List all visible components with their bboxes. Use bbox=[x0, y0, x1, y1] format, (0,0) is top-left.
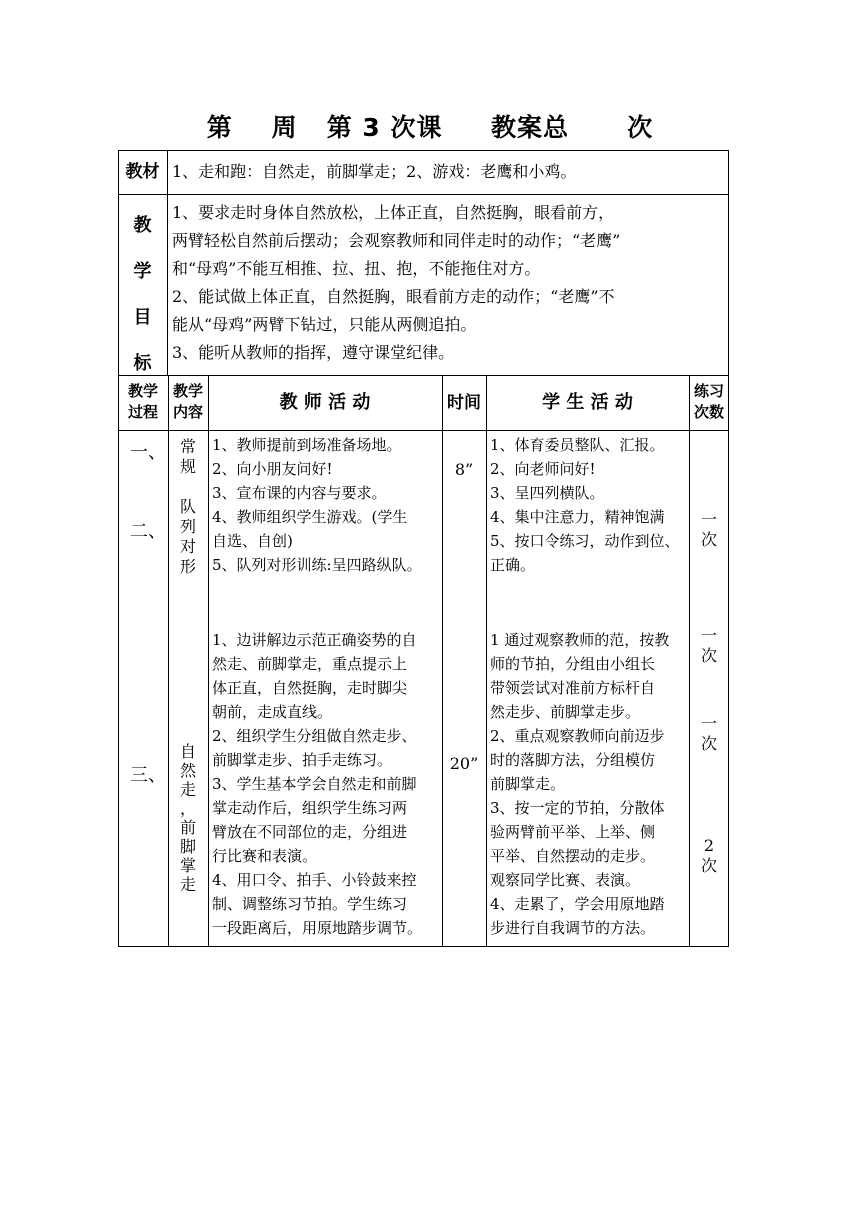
student-line: 4、走累了，学会用原地踏 bbox=[490, 895, 665, 913]
col-divider bbox=[486, 375, 487, 947]
content-char: 走 bbox=[179, 780, 196, 799]
objectives-label-char: 标 bbox=[133, 353, 152, 374]
teacher-line: 掌走动作后，组织学生练习两 bbox=[212, 799, 408, 817]
student-line: 然走步、前脚掌走步。 bbox=[490, 703, 641, 721]
count-char: 2 bbox=[703, 836, 715, 855]
student-line: 4、集中注意力，精神饱满 bbox=[490, 508, 665, 526]
content-char: 自 bbox=[179, 742, 196, 761]
content-char: 走 bbox=[179, 875, 196, 894]
count-char: 一 bbox=[700, 626, 717, 645]
process-mark: 一、 bbox=[130, 442, 166, 463]
section2-student-activities bbox=[490, 628, 689, 940]
section1-time: 8” bbox=[454, 460, 474, 479]
page-title: 第 周 第 3 次课 教案总 次 bbox=[206, 113, 654, 142]
teacher-line: 2、向小朋友问好! bbox=[212, 460, 333, 478]
header-content-line: 内容 bbox=[172, 403, 203, 421]
material-text: 1、走和跑：自然走，前脚掌走；2、游戏：老鹰和小鸡。 bbox=[172, 162, 577, 181]
col-divider bbox=[168, 375, 169, 947]
objectives-label bbox=[118, 203, 167, 387]
section2-count bbox=[692, 714, 726, 754]
teacher-line: 制、调整练习节拍。学生练习 bbox=[212, 895, 408, 913]
section2-time: 20” bbox=[449, 754, 479, 773]
content-char: 常 bbox=[179, 437, 196, 456]
student-line: 1 通过观察教师的范，按教 bbox=[490, 631, 670, 649]
objective-line: 2、能试做上体正直，自然挺胸，眼看前方走的动作；“老鹰”不 bbox=[172, 287, 615, 306]
student-line: 3、呈四列横队。 bbox=[490, 484, 605, 502]
content-char: 规 bbox=[179, 457, 196, 476]
header-count bbox=[689, 381, 729, 423]
teacher-line: 4、教师组织学生游戏。(学生 bbox=[212, 508, 408, 526]
student-line: 带领尝试对准前方标杆自 bbox=[490, 679, 656, 697]
teacher-line: 然走、前脚掌走，重点提示上 bbox=[212, 655, 408, 673]
objective-line: 能从“母鸡”两臂下钻过，只能从两侧追拍。 bbox=[172, 315, 477, 334]
objective-line: 3、能听从教师的指挥，遵守课堂纪律。 bbox=[172, 343, 455, 362]
objectives-label-char: 目 bbox=[133, 307, 152, 328]
section1-count bbox=[692, 510, 726, 550]
teacher-line: 一段距离后，用原地踏步调节。 bbox=[212, 919, 423, 937]
content-char: 掌 bbox=[179, 856, 196, 875]
process-mark: 二、 bbox=[130, 521, 166, 542]
header-teacher: 教 师 活 动 bbox=[279, 392, 371, 413]
section2-count bbox=[692, 626, 726, 666]
content-char: 形 bbox=[179, 557, 196, 576]
section2-count bbox=[692, 836, 726, 876]
teacher-line: 行比赛和表演。 bbox=[212, 847, 318, 865]
row-divider bbox=[118, 194, 729, 195]
count-char: 一 bbox=[700, 714, 717, 733]
header-count-line: 练习 bbox=[693, 382, 724, 400]
teacher-line: 臂放在不同部位的走，分组进 bbox=[212, 823, 408, 841]
teacher-line: 3、宣布课的内容与要求。 bbox=[212, 484, 387, 502]
student-line: 时的落脚方法，分组模仿 bbox=[490, 751, 656, 769]
header-student: 学 生 活 动 bbox=[542, 392, 633, 413]
student-line: 平举、自然摆动的走步。 bbox=[490, 847, 656, 865]
objectives-label-char: 学 bbox=[133, 261, 152, 282]
col-divider bbox=[167, 150, 168, 375]
teacher-line: 体正直，自然挺胸，走时脚尖 bbox=[212, 679, 408, 697]
teacher-line: 朝前，走成直线。 bbox=[212, 703, 333, 721]
count-char: 次 bbox=[700, 856, 717, 875]
student-line: 2、重点观察教师向前迈步 bbox=[490, 727, 665, 745]
col-divider bbox=[689, 375, 690, 947]
student-line: 步进行自我调节的方法。 bbox=[490, 919, 656, 937]
teacher-line: 3、学生基本学会自然走和前脚 bbox=[212, 775, 417, 793]
header-content-line: 教学 bbox=[172, 382, 203, 400]
teacher-line: 1、教师提前到场准备场地。 bbox=[212, 436, 402, 454]
student-line: 前脚掌走。 bbox=[490, 775, 566, 793]
content-char: 对 bbox=[179, 537, 196, 556]
col-divider bbox=[208, 375, 209, 947]
content-char: 前 bbox=[179, 818, 196, 837]
objective-line: 两臂轻松自然前后摆动；会观察教师和同伴走时的动作；“老鹰” bbox=[172, 231, 621, 250]
student-line: 3、按一定的节拍，分散体 bbox=[490, 799, 665, 817]
content-char: ， bbox=[179, 799, 196, 818]
content-char bbox=[170, 477, 206, 497]
count-char: 次 bbox=[700, 734, 717, 753]
student-line: 2、向老师问好! bbox=[490, 460, 596, 478]
row-divider bbox=[118, 430, 729, 431]
count-char: 次 bbox=[700, 646, 717, 665]
student-line: 观察同学比赛、表演。 bbox=[490, 871, 641, 889]
teacher-line: 2、组织学生分组做自然走步、 bbox=[212, 727, 417, 745]
teacher-line: 前脚掌走步、拍手走练习。 bbox=[212, 751, 393, 769]
teacher-line: 4、用口令、拍手、小铃鼓来控 bbox=[212, 871, 417, 889]
objectives-text bbox=[172, 199, 728, 367]
header-time: 时间 bbox=[447, 393, 481, 413]
content-char: 列 bbox=[179, 517, 196, 536]
section1-student-activities bbox=[490, 433, 689, 577]
content-char: 然 bbox=[179, 761, 196, 780]
header-process bbox=[118, 381, 168, 423]
teacher-line: 5、队列对形训练:呈四路纵队。 bbox=[212, 556, 422, 574]
header-count-line: 次数 bbox=[693, 403, 724, 421]
student-line: 师的节拍，分组由小组长 bbox=[490, 655, 656, 673]
student-line: 5、按口令练习，动作到位、 bbox=[490, 532, 680, 550]
count-char: 次 bbox=[700, 530, 717, 549]
teacher-line: 1、边讲解边示范正确姿势的自 bbox=[212, 631, 417, 649]
content-char: 队 bbox=[179, 497, 196, 516]
section1-teacher-activities bbox=[212, 433, 442, 577]
material-label: 教材 bbox=[125, 162, 160, 182]
objective-line: 和“母鸡”不能互相推、拉、扭、抱，不能拖住对方。 bbox=[172, 259, 541, 278]
teacher-line: 自选、自创) bbox=[212, 532, 293, 550]
header-content bbox=[168, 381, 208, 423]
section2-content bbox=[170, 742, 206, 894]
row-divider bbox=[118, 375, 729, 376]
header-process-line: 过程 bbox=[127, 403, 158, 421]
student-line: 验两臂前平举、上举、侧 bbox=[490, 823, 656, 841]
objectives-label-char: 教 bbox=[133, 215, 152, 236]
student-line: 1、体育委员整队、汇报。 bbox=[490, 436, 665, 454]
objective-line: 1、要求走时身体自然放松，上体正直，自然挺胸，眼看前方， bbox=[172, 203, 615, 222]
student-line: 正确。 bbox=[490, 556, 536, 574]
process-mark: 三、 bbox=[130, 765, 166, 786]
section1-content bbox=[170, 437, 206, 577]
header-process-line: 教学 bbox=[127, 382, 158, 400]
count-char: 一 bbox=[700, 510, 717, 529]
content-char: 脚 bbox=[179, 837, 196, 856]
section2-teacher-activities bbox=[212, 628, 442, 940]
